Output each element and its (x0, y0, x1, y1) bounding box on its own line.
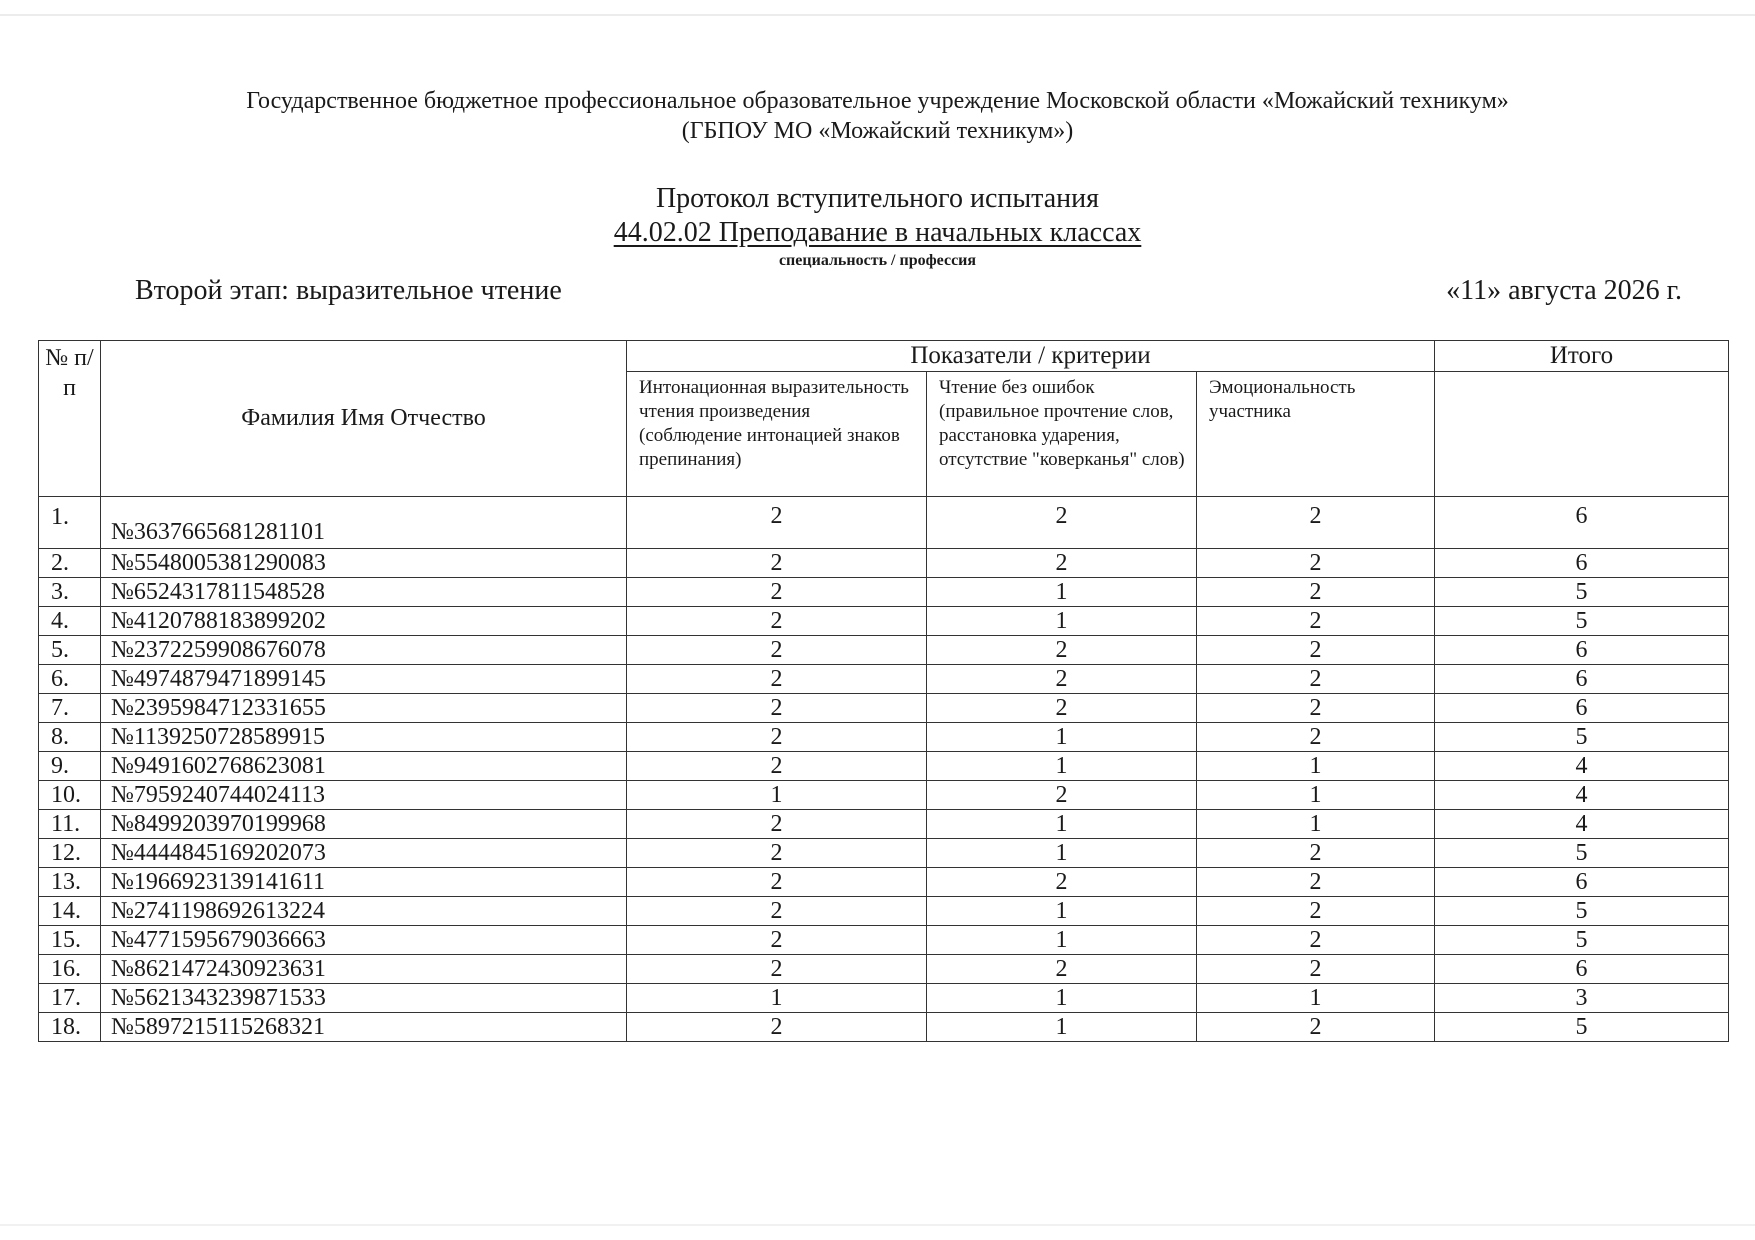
score-accuracy: 2 (927, 694, 1197, 723)
score-accuracy: 2 (927, 868, 1197, 897)
score-intonation: 2 (627, 607, 927, 636)
score-intonation: 2 (627, 955, 927, 984)
table-row (39, 926, 1729, 955)
score-total: 5 (1435, 723, 1729, 752)
score-emotion: 2 (1197, 549, 1435, 578)
organization-name-line1: Государственное бюджетное профессиональное образовательное учреждение Московской области «Можайский техникум» (246, 88, 1509, 114)
row-number: 8. (39, 723, 101, 752)
participant-name: №4771595679036663 (101, 926, 627, 955)
table-row (39, 839, 1729, 868)
score-total: 5 (1435, 926, 1729, 955)
score-accuracy: 1 (927, 1013, 1197, 1042)
score-intonation: 2 (627, 636, 927, 665)
score-accuracy: 2 (927, 665, 1197, 694)
header-criteria-group: Показатели / критерии (627, 341, 1435, 372)
row-number: 13. (39, 868, 101, 897)
score-emotion: 1 (1197, 752, 1435, 781)
results-table (38, 340, 1729, 1042)
organization-name-line2: (ГБПОУ МО «Можайский техникум») (681, 118, 1074, 144)
score-emotion: 2 (1197, 723, 1435, 752)
score-accuracy: 1 (927, 723, 1197, 752)
participant-name: №2372259908676078 (101, 636, 627, 665)
score-accuracy: 2 (927, 549, 1197, 578)
score-intonation: 2 (627, 723, 927, 752)
row-number: 6. (39, 665, 101, 694)
scan-edge-top (0, 14, 1755, 16)
header-total-empty (1435, 372, 1729, 497)
row-number: 11. (39, 810, 101, 839)
table-row (39, 607, 1729, 636)
table-row (39, 781, 1729, 810)
row-number: 7. (39, 694, 101, 723)
row-number: 4. (39, 607, 101, 636)
row-number: 2. (39, 549, 101, 578)
score-intonation: 2 (627, 810, 927, 839)
score-emotion: 2 (1197, 839, 1435, 868)
score-emotion: 1 (1197, 810, 1435, 839)
score-total: 3 (1435, 984, 1729, 1013)
score-accuracy: 2 (927, 497, 1197, 549)
score-emotion: 2 (1197, 926, 1435, 955)
table-row (39, 984, 1729, 1013)
speciality-name: 44.02.02 Преподавание в начальных классах (613, 217, 1142, 248)
score-emotion: 2 (1197, 897, 1435, 926)
score-emotion: 2 (1197, 955, 1435, 984)
score-emotion: 1 (1197, 781, 1435, 810)
score-intonation: 1 (627, 984, 927, 1013)
score-total: 6 (1435, 868, 1729, 897)
participant-name: №2395984712331655 (101, 694, 627, 723)
table-row (39, 955, 1729, 984)
score-intonation: 2 (627, 897, 927, 926)
header-full-name: Фамилия Имя Отчество (101, 341, 627, 497)
score-intonation: 2 (627, 578, 927, 607)
exam-stage: Второй этап: выразительное чтение (135, 275, 562, 306)
score-intonation: 2 (627, 839, 927, 868)
table-row (39, 1013, 1729, 1042)
participant-name: №8499203970199968 (101, 810, 627, 839)
score-intonation: 2 (627, 1013, 927, 1042)
row-number: 3. (39, 578, 101, 607)
header-criterion-accuracy: Чтение без ошибок (правильное прочтение слов, расстановка ударения, отсутствие "коверканья" слов) (927, 372, 1197, 497)
score-intonation: 2 (627, 497, 927, 549)
participant-name: №4120788183899202 (101, 607, 627, 636)
score-total: 6 (1435, 955, 1729, 984)
row-number: 14. (39, 897, 101, 926)
participant-name: №8621472430923631 (101, 955, 627, 984)
participant-name: №4444845169202073 (101, 839, 627, 868)
score-emotion: 2 (1197, 578, 1435, 607)
score-emotion: 2 (1197, 497, 1435, 549)
score-accuracy: 2 (927, 955, 1197, 984)
participant-name: №4974879471899145 (101, 665, 627, 694)
score-accuracy: 1 (927, 839, 1197, 868)
participant-name: №5897215115268321 (101, 1013, 627, 1042)
score-emotion: 2 (1197, 636, 1435, 665)
score-accuracy: 1 (927, 607, 1197, 636)
row-number: 5. (39, 636, 101, 665)
score-intonation: 2 (627, 665, 927, 694)
score-intonation: 2 (627, 752, 927, 781)
score-total: 5 (1435, 839, 1729, 868)
participant-name: №1139250728589915 (101, 723, 627, 752)
score-accuracy: 2 (927, 636, 1197, 665)
score-emotion: 1 (1197, 984, 1435, 1013)
table-row (39, 694, 1729, 723)
table-row (39, 665, 1729, 694)
protocol-title: Протокол вступительного испытания (655, 183, 1100, 214)
table-row (39, 549, 1729, 578)
participant-name: №1966923139141611 (101, 868, 627, 897)
speciality-caption: специальность / профессия (778, 252, 977, 269)
table-row (39, 723, 1729, 752)
participant-name: №7959240744024113 (101, 781, 627, 810)
score-emotion: 2 (1197, 694, 1435, 723)
score-total: 6 (1435, 549, 1729, 578)
row-number: 10. (39, 781, 101, 810)
header-criterion-intonation: Интонационная выразительность чтения произведения (соблюдение интонацией знаков препинания) (627, 372, 927, 497)
row-number: 17. (39, 984, 101, 1013)
protocol-date: «11» августа 2026 г. (1446, 275, 1682, 306)
table-row (39, 752, 1729, 781)
row-number: 18. (39, 1013, 101, 1042)
score-emotion: 2 (1197, 868, 1435, 897)
score-accuracy: 2 (927, 781, 1197, 810)
header-number: № п/п (39, 341, 101, 497)
score-total: 5 (1435, 1013, 1729, 1042)
score-total: 5 (1435, 578, 1729, 607)
participant-name: №2741198692613224 (101, 897, 627, 926)
table-row (39, 868, 1729, 897)
organization-name (0, 86, 1755, 146)
header-criterion-emotion: Эмоциональность участника (1197, 372, 1435, 497)
score-intonation: 2 (627, 868, 927, 897)
score-accuracy: 1 (927, 752, 1197, 781)
table-row (39, 810, 1729, 839)
score-total: 6 (1435, 636, 1729, 665)
score-emotion: 2 (1197, 1013, 1435, 1042)
participant-name: №5548005381290083 (101, 549, 627, 578)
scan-edge-bottom (0, 1224, 1755, 1226)
score-accuracy: 1 (927, 810, 1197, 839)
score-total: 4 (1435, 752, 1729, 781)
score-total: 4 (1435, 781, 1729, 810)
score-intonation: 1 (627, 781, 927, 810)
score-total: 6 (1435, 694, 1729, 723)
participant-name: №6524317811548528 (101, 578, 627, 607)
speciality-line (0, 216, 1755, 250)
results-table-body (39, 497, 1729, 1042)
table-row (39, 636, 1729, 665)
score-accuracy: 1 (927, 897, 1197, 926)
participant-name: №9491602768623081 (101, 752, 627, 781)
participant-name: №5621343239871533 (101, 984, 627, 1013)
score-total: 6 (1435, 497, 1729, 549)
score-accuracy: 1 (927, 984, 1197, 1013)
score-emotion: 2 (1197, 665, 1435, 694)
table-row (39, 897, 1729, 926)
row-number: 12. (39, 839, 101, 868)
score-intonation: 2 (627, 694, 927, 723)
score-intonation: 2 (627, 926, 927, 955)
score-emotion: 2 (1197, 607, 1435, 636)
score-accuracy: 1 (927, 578, 1197, 607)
score-total: 6 (1435, 665, 1729, 694)
row-number: 16. (39, 955, 101, 984)
score-total: 5 (1435, 897, 1729, 926)
row-number: 1. (39, 497, 101, 549)
table-row (39, 497, 1729, 549)
participant-name: №3637665681281101 (101, 497, 627, 549)
score-accuracy: 1 (927, 926, 1197, 955)
score-intonation: 2 (627, 549, 927, 578)
header-total: Итого (1435, 341, 1729, 372)
row-number: 9. (39, 752, 101, 781)
row-number: 15. (39, 926, 101, 955)
score-total: 4 (1435, 810, 1729, 839)
table-row (39, 578, 1729, 607)
score-total: 5 (1435, 607, 1729, 636)
